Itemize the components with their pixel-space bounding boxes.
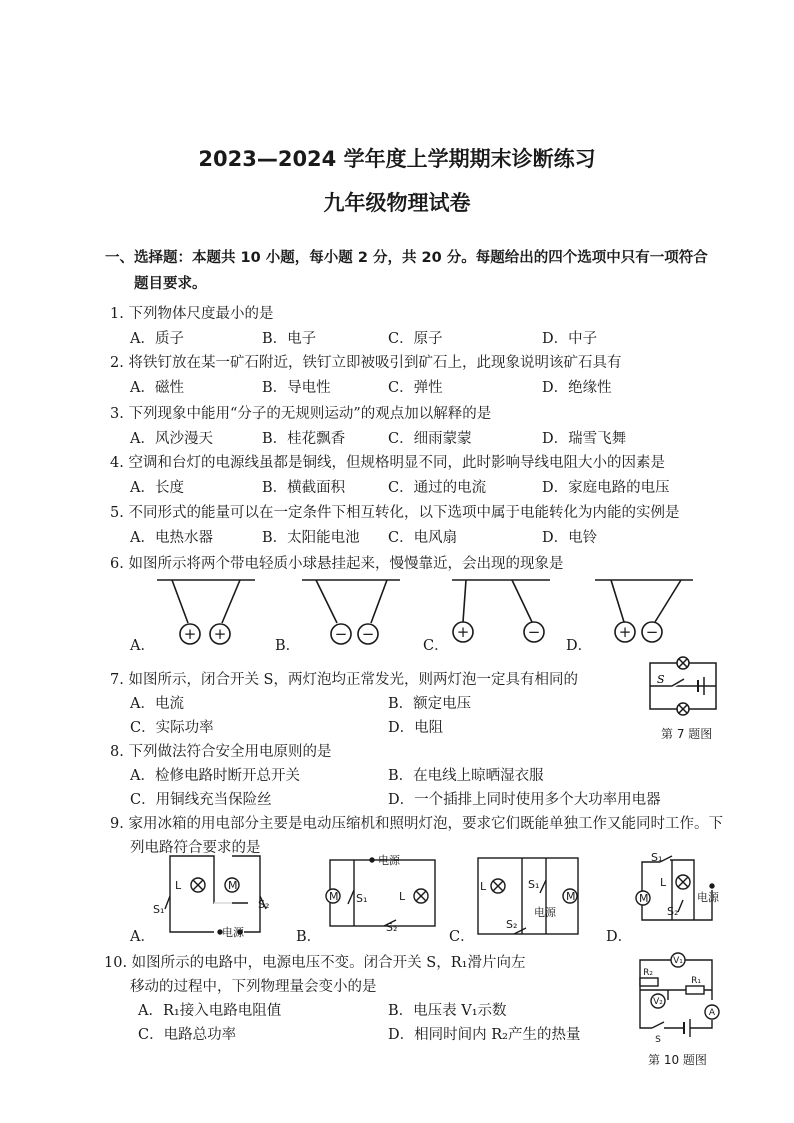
q7-option-d[interactable]: D．电阻 <box>388 720 444 736</box>
rheostat-r2-icon <box>640 978 658 986</box>
resistor-label: R₂ <box>643 968 653 978</box>
q10-option-c[interactable]: C．电路总功率 <box>138 1027 237 1043</box>
plus-label: + <box>213 625 227 643</box>
q6-option-d[interactable]: D． <box>566 638 593 654</box>
q10-option-d[interactable]: D．相同时间内 R₂产生的热量 <box>388 1027 581 1043</box>
q6-option-b[interactable]: B． <box>275 638 301 654</box>
q9-option-d[interactable]: D． <box>606 929 633 945</box>
q5-option-a[interactable]: A．电热水器 <box>130 530 213 546</box>
lamp-label: L <box>175 879 182 892</box>
q6-option-a[interactable]: A． <box>130 638 155 654</box>
switch-label: S₁ <box>356 892 368 905</box>
switch-label: S₁ <box>651 851 663 864</box>
q3-option-c[interactable]: C．细雨蒙蒙 <box>388 431 472 447</box>
question-3-stem: 3. 下列现象中能用“分子的无规则运动”的观点加以解释的是 <box>110 406 492 422</box>
switch-label: S₁ <box>153 903 165 916</box>
q3-option-a[interactable]: A．风沙漫天 <box>130 431 213 447</box>
power-label: 电源 <box>378 854 400 867</box>
question-9-stem: 9. 家用冰箱的用电部分主要是电动压缩机和照明灯泡，要求它们既能单独工作又能同时工作。下 <box>110 816 723 832</box>
question-8-stem: 8. 下列做法符合安全用电原则的是 <box>110 744 332 760</box>
voltmeter-label: V₁ <box>673 956 683 966</box>
q2-option-c[interactable]: C．弹性 <box>388 380 443 396</box>
resistor-r1-icon <box>686 986 704 994</box>
q1-option-b[interactable]: B．电子 <box>262 331 317 347</box>
question-5-stem: 5. 不同形式的能量可以在一定条件下相互转化，以下选项中属于电能转化为内能的实例是 <box>110 505 680 521</box>
q1-option-a[interactable]: A．质子 <box>130 331 184 347</box>
question-7-stem: 7. 如图所示，闭合开关 S，两灯泡均正常发光，则两灯泡一定具有相同的 <box>110 672 578 688</box>
section-heading-line1: 一、选择题：本题共 10 小题，每小题 2 分，共 20 分。每题给出的四个选项中只有一项符合 <box>105 250 708 266</box>
q5-option-c[interactable]: C．电风扇 <box>388 530 458 546</box>
q10-option-b[interactable]: B．电压表 V₁示数 <box>388 1003 507 1019</box>
plus-label: + <box>618 623 632 641</box>
minus-label: − <box>645 623 659 641</box>
power-label: 电源 <box>697 891 719 904</box>
q8-option-a[interactable]: A．检修电路时断开总开关 <box>130 768 300 784</box>
q9-option-c[interactable]: C． <box>449 929 475 945</box>
q4-option-c[interactable]: C．通过的电流 <box>388 480 487 496</box>
q2-option-a[interactable]: A．磁性 <box>130 380 184 396</box>
q2-option-d[interactable]: D．绝缘性 <box>542 380 612 396</box>
voltmeter-label: V₂ <box>653 997 663 1007</box>
q7-option-a[interactable]: A．电流 <box>130 696 184 712</box>
lamp-label: L <box>480 880 487 893</box>
motor-label: M <box>228 879 238 892</box>
motor-label: M <box>566 890 576 903</box>
question-1-stem: 1. 下列物体尺度最小的是 <box>110 306 274 322</box>
q6-option-c[interactable]: C． <box>423 638 449 654</box>
q3-option-d[interactable]: D．瑞雪飞舞 <box>542 431 627 447</box>
q8-option-b[interactable]: B．在电线上晾晒湿衣服 <box>388 768 544 784</box>
q10-figure-caption: 第 10 题图 <box>648 1053 707 1067</box>
q8-option-c[interactable]: C．用铜线充当保险丝 <box>130 792 272 808</box>
motor-label: M <box>329 890 339 903</box>
switch-label: S₂ <box>258 898 270 911</box>
q5-option-b[interactable]: B．太阳能电池 <box>262 530 360 546</box>
question-4-stem: 4. 空调和台灯的电源线虽都是铜线，但规格明显不同，此时影响导线电阻大小的因素是 <box>110 455 665 471</box>
q7-option-c[interactable]: C．实际功率 <box>130 720 214 736</box>
switch-label: S <box>655 1035 661 1045</box>
power-label: 电源 <box>534 906 556 919</box>
lamp-label: L <box>660 876 667 889</box>
ammeter-label: A <box>708 1008 716 1018</box>
q4-option-d[interactable]: D．家庭电路的电压 <box>542 480 670 496</box>
question-9-stem-cont: 列电路符合要求的是 <box>130 840 261 856</box>
resistor-label: R₁ <box>691 976 701 986</box>
question-10-stem-cont: 移动的过程中，下列物理量会变小的是 <box>130 979 377 995</box>
question-2-stem: 2. 将铁钉放在某一矿石附近，铁钉立即被吸引到矿石上，此现象说明该矿石具有 <box>110 355 622 371</box>
plus-label: + <box>183 625 197 643</box>
power-label: 电源 <box>222 926 244 939</box>
switch-label: S₂ <box>667 905 679 918</box>
switch-icon <box>652 1022 664 1028</box>
q10-option-a[interactable]: A．R₁接入电路电阻值 <box>138 1003 282 1019</box>
plus-label: + <box>456 623 470 641</box>
question-6-stem: 6. 如图所示将两个带电轻质小球悬挂起来，慢慢靠近，会出现的现象是 <box>110 556 564 572</box>
q2-option-b[interactable]: B．导电性 <box>262 380 331 396</box>
exam-subtitle: 九年级物理试卷 <box>323 191 471 215</box>
q4-option-a[interactable]: A．长度 <box>130 480 184 496</box>
switch-label: S₁ <box>528 878 540 891</box>
q7-option-b[interactable]: B．额定电压 <box>388 696 472 712</box>
switch-label: S₂ <box>506 918 518 931</box>
minus-label: − <box>361 625 375 643</box>
switch-label: S <box>657 673 665 686</box>
q9-option-a[interactable]: A． <box>130 929 155 945</box>
q3-option-b[interactable]: B．桂花飘香 <box>262 431 346 447</box>
q7-figure-caption: 第 7 题图 <box>661 727 713 741</box>
section-heading-line2: 题目要求。 <box>134 276 207 292</box>
lamp-label: L <box>399 890 406 903</box>
q1-option-d[interactable]: D．中子 <box>542 331 598 347</box>
q5-option-d[interactable]: D．电铃 <box>542 530 598 546</box>
q1-option-c[interactable]: C．原子 <box>388 331 443 347</box>
q9-option-b[interactable]: B． <box>296 929 322 945</box>
exam-title: 2023—2024 学年度上学期期末诊断练习 <box>198 147 596 171</box>
q8-option-d[interactable]: D．一个插排上同时使用多个大功率用电器 <box>388 792 661 808</box>
switch-label: S₂ <box>386 921 398 934</box>
minus-label: − <box>334 625 348 643</box>
motor-label: M <box>639 892 649 905</box>
question-10-stem: 10. 如图所示的电路中，电源电压不变。闭合开关 S，R₁滑片向左 <box>104 955 526 971</box>
q4-option-b[interactable]: B．横截面积 <box>262 480 346 496</box>
minus-label: − <box>527 623 541 641</box>
